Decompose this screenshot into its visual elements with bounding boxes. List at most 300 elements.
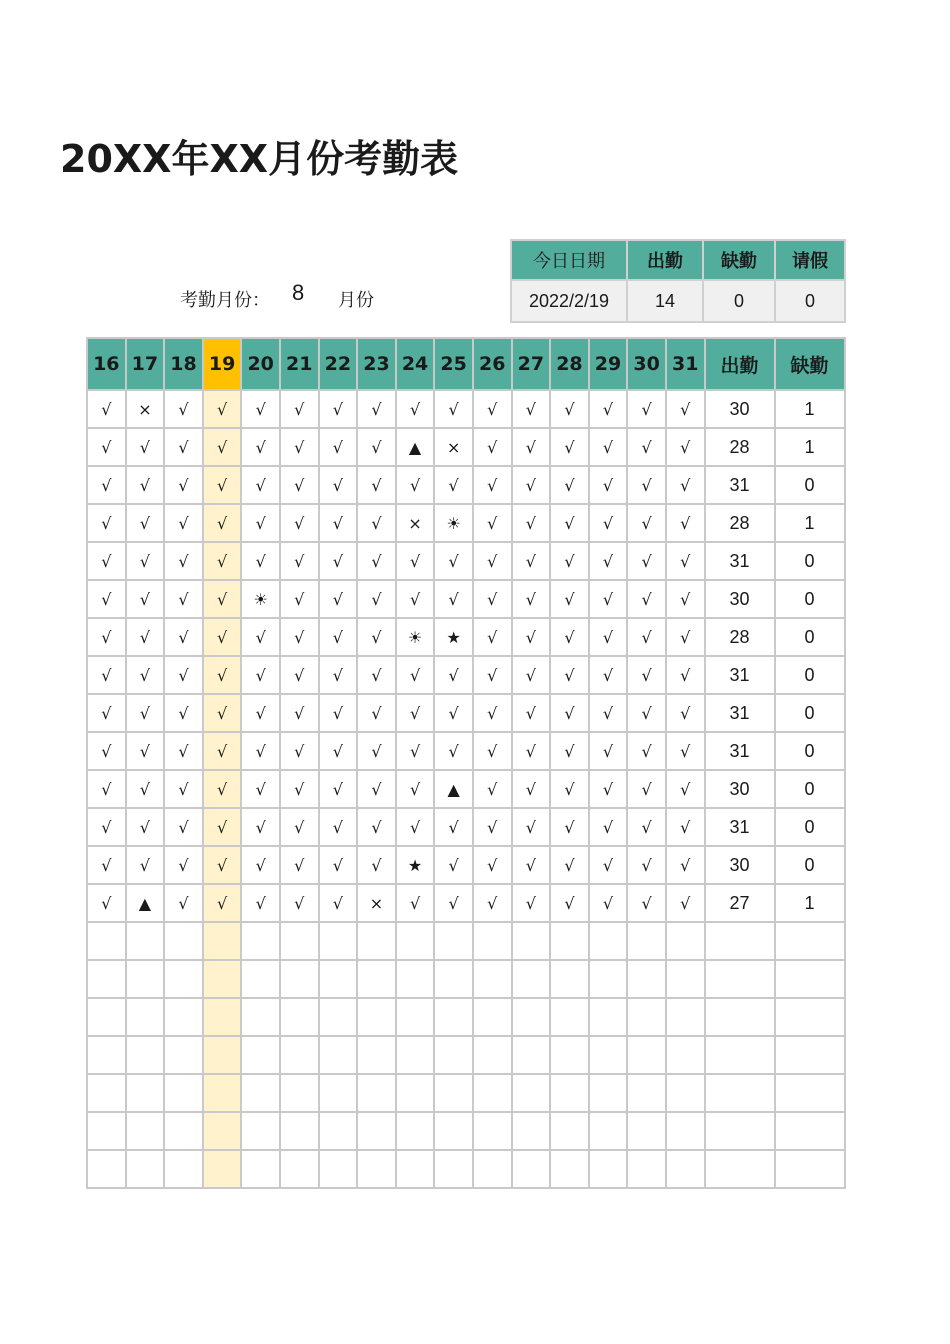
attendance-cell[interactable]: √ (473, 466, 512, 504)
attendance-cell[interactable]: √ (241, 656, 280, 694)
attendance-cell[interactable]: √ (396, 580, 435, 618)
attendance-cell[interactable]: √ (627, 466, 666, 504)
attendance-cell[interactable]: √ (550, 732, 589, 770)
attendance-cell[interactable]: √ (319, 732, 358, 770)
attendance-cell[interactable] (319, 960, 358, 998)
attendance-cell[interactable]: √ (434, 580, 473, 618)
attendance-cell[interactable] (550, 960, 589, 998)
attendance-cell[interactable]: √ (512, 884, 551, 922)
attendance-cell[interactable]: √ (666, 846, 705, 884)
attendance-cell[interactable]: √ (203, 428, 242, 466)
attendance-cell[interactable]: √ (126, 656, 165, 694)
attendance-cell[interactable]: √ (589, 542, 628, 580)
attendance-cell[interactable]: ☀ (241, 580, 280, 618)
attendance-cell[interactable]: √ (203, 808, 242, 846)
attendance-cell[interactable] (434, 922, 473, 960)
attendance-cell[interactable] (589, 1074, 628, 1112)
attendance-cell[interactable] (627, 998, 666, 1036)
attendance-cell[interactable]: √ (126, 732, 165, 770)
attendance-cell[interactable]: √ (512, 390, 551, 428)
attendance-cell[interactable] (164, 960, 203, 998)
attendance-cell[interactable]: √ (319, 390, 358, 428)
attendance-cell[interactable]: √ (434, 542, 473, 580)
attendance-cell[interactable]: √ (473, 542, 512, 580)
attendance-cell[interactable] (589, 922, 628, 960)
attendance-cell[interactable]: √ (434, 846, 473, 884)
attendance-cell[interactable]: √ (357, 504, 396, 542)
attendance-cell[interactable]: √ (627, 428, 666, 466)
attendance-cell[interactable]: √ (319, 884, 358, 922)
attendance-cell[interactable] (473, 1036, 512, 1074)
attendance-cell[interactable]: √ (666, 884, 705, 922)
attendance-cell[interactable] (241, 1112, 280, 1150)
attendance-cell[interactable]: √ (357, 618, 396, 656)
attendance-cell[interactable]: √ (87, 656, 126, 694)
attendance-cell[interactable]: √ (589, 390, 628, 428)
attendance-cell[interactable] (627, 1150, 666, 1188)
attendance-cell[interactable]: √ (512, 504, 551, 542)
attendance-cell[interactable]: √ (280, 428, 319, 466)
attendance-cell[interactable]: √ (589, 770, 628, 808)
attendance-cell[interactable]: √ (280, 884, 319, 922)
attendance-cell[interactable]: √ (396, 808, 435, 846)
attendance-cell[interactable] (396, 1112, 435, 1150)
attendance-cell[interactable]: √ (280, 846, 319, 884)
attendance-cell[interactable] (319, 1036, 358, 1074)
attendance-cell[interactable] (164, 922, 203, 960)
attendance-cell[interactable]: √ (512, 694, 551, 732)
attendance-cell[interactable] (203, 1074, 242, 1112)
attendance-cell[interactable]: √ (87, 428, 126, 466)
attendance-cell[interactable] (434, 998, 473, 1036)
attendance-cell[interactable] (357, 1112, 396, 1150)
attendance-cell[interactable]: √ (87, 618, 126, 656)
attendance-cell[interactable]: √ (87, 808, 126, 846)
attendance-cell[interactable]: √ (396, 770, 435, 808)
attendance-cell[interactable]: √ (627, 504, 666, 542)
attendance-cell[interactable] (203, 1150, 242, 1188)
attendance-cell[interactable]: × (357, 884, 396, 922)
attendance-cell[interactable] (589, 998, 628, 1036)
attendance-cell[interactable]: √ (357, 656, 396, 694)
attendance-cell[interactable] (550, 1074, 589, 1112)
attendance-cell[interactable]: √ (512, 656, 551, 694)
attendance-cell[interactable]: √ (203, 504, 242, 542)
attendance-cell[interactable]: √ (241, 732, 280, 770)
attendance-cell[interactable]: √ (319, 580, 358, 618)
attendance-cell[interactable] (589, 960, 628, 998)
attendance-cell[interactable] (87, 998, 126, 1036)
attendance-cell[interactable]: √ (126, 428, 165, 466)
attendance-cell[interactable]: √ (396, 884, 435, 922)
attendance-cell[interactable]: √ (512, 846, 551, 884)
attendance-cell[interactable]: √ (396, 466, 435, 504)
attendance-cell[interactable]: √ (589, 732, 628, 770)
attendance-cell[interactable]: √ (512, 466, 551, 504)
attendance-cell[interactable]: √ (126, 770, 165, 808)
attendance-cell[interactable]: √ (473, 884, 512, 922)
attendance-cell[interactable]: √ (203, 656, 242, 694)
attendance-cell[interactable] (550, 1112, 589, 1150)
attendance-cell[interactable]: √ (666, 466, 705, 504)
attendance-cell[interactable]: √ (666, 580, 705, 618)
attendance-cell[interactable]: √ (203, 542, 242, 580)
attendance-cell[interactable]: × (434, 428, 473, 466)
attendance-cell[interactable]: √ (280, 694, 319, 732)
attendance-cell[interactable]: √ (280, 504, 319, 542)
attendance-cell[interactable]: √ (627, 884, 666, 922)
attendance-cell[interactable]: √ (589, 808, 628, 846)
attendance-cell[interactable]: √ (473, 656, 512, 694)
attendance-cell[interactable]: √ (164, 884, 203, 922)
attendance-cell[interactable]: √ (87, 580, 126, 618)
attendance-cell[interactable]: √ (357, 580, 396, 618)
attendance-cell[interactable]: √ (203, 694, 242, 732)
attendance-cell[interactable] (126, 1074, 165, 1112)
attendance-cell[interactable]: √ (666, 428, 705, 466)
attendance-cell[interactable]: ▲ (434, 770, 473, 808)
attendance-cell[interactable]: √ (126, 808, 165, 846)
attendance-cell[interactable]: √ (164, 732, 203, 770)
attendance-cell[interactable] (203, 922, 242, 960)
attendance-cell[interactable]: √ (550, 808, 589, 846)
attendance-cell[interactable] (512, 1036, 551, 1074)
attendance-cell[interactable]: √ (203, 884, 242, 922)
attendance-cell[interactable]: √ (589, 846, 628, 884)
attendance-cell[interactable] (396, 922, 435, 960)
attendance-cell[interactable]: √ (473, 846, 512, 884)
attendance-cell[interactable]: √ (666, 390, 705, 428)
attendance-cell[interactable] (319, 1150, 358, 1188)
attendance-cell[interactable] (241, 1036, 280, 1074)
attendance-cell[interactable] (627, 960, 666, 998)
attendance-cell[interactable]: √ (550, 884, 589, 922)
attendance-cell[interactable]: √ (396, 694, 435, 732)
attendance-cell[interactable]: √ (241, 542, 280, 580)
attendance-cell[interactable]: √ (473, 808, 512, 846)
attendance-cell[interactable]: √ (589, 656, 628, 694)
attendance-cell[interactable]: √ (589, 466, 628, 504)
attendance-cell[interactable]: √ (473, 732, 512, 770)
attendance-cell[interactable] (126, 1150, 165, 1188)
attendance-cell[interactable]: √ (319, 466, 358, 504)
attendance-cell[interactable]: √ (203, 580, 242, 618)
attendance-cell[interactable]: √ (319, 656, 358, 694)
attendance-cell[interactable]: √ (126, 694, 165, 732)
attendance-cell[interactable]: √ (280, 770, 319, 808)
attendance-cell[interactable] (396, 1036, 435, 1074)
attendance-cell[interactable]: √ (512, 808, 551, 846)
attendance-cell[interactable] (357, 1036, 396, 1074)
attendance-cell[interactable]: √ (550, 542, 589, 580)
attendance-cell[interactable]: √ (319, 428, 358, 466)
attendance-cell[interactable] (203, 960, 242, 998)
attendance-cell[interactable] (550, 1036, 589, 1074)
attendance-cell[interactable]: √ (241, 428, 280, 466)
attendance-cell[interactable] (627, 1112, 666, 1150)
attendance-cell[interactable]: √ (280, 808, 319, 846)
attendance-cell[interactable]: √ (627, 580, 666, 618)
attendance-cell[interactable] (280, 1074, 319, 1112)
attendance-cell[interactable] (627, 1036, 666, 1074)
attendance-cell[interactable] (512, 960, 551, 998)
attendance-cell[interactable] (550, 998, 589, 1036)
attendance-cell[interactable]: √ (512, 428, 551, 466)
attendance-cell[interactable] (473, 922, 512, 960)
attendance-cell[interactable]: ☀ (434, 504, 473, 542)
attendance-cell[interactable] (126, 960, 165, 998)
attendance-cell[interactable] (396, 1074, 435, 1112)
attendance-cell[interactable]: √ (627, 770, 666, 808)
attendance-cell[interactable] (357, 960, 396, 998)
attendance-cell[interactable] (241, 922, 280, 960)
attendance-cell[interactable]: √ (203, 390, 242, 428)
attendance-cell[interactable] (666, 922, 705, 960)
attendance-cell[interactable] (164, 998, 203, 1036)
attendance-cell[interactable]: √ (627, 618, 666, 656)
attendance-cell[interactable]: ▲ (396, 428, 435, 466)
attendance-cell[interactable]: √ (241, 390, 280, 428)
attendance-cell[interactable] (280, 998, 319, 1036)
attendance-cell[interactable]: √ (164, 428, 203, 466)
attendance-cell[interactable]: √ (280, 390, 319, 428)
attendance-cell[interactable]: √ (203, 770, 242, 808)
attendance-cell[interactable] (280, 1150, 319, 1188)
attendance-cell[interactable] (473, 1112, 512, 1150)
attendance-cell[interactable]: √ (126, 466, 165, 504)
attendance-cell[interactable]: √ (319, 618, 358, 656)
attendance-cell[interactable]: √ (164, 808, 203, 846)
attendance-cell[interactable] (319, 922, 358, 960)
attendance-cell[interactable]: √ (87, 884, 126, 922)
attendance-cell[interactable] (396, 960, 435, 998)
attendance-cell[interactable]: √ (164, 694, 203, 732)
attendance-cell[interactable] (357, 922, 396, 960)
attendance-cell[interactable]: √ (550, 428, 589, 466)
attendance-cell[interactable] (512, 1112, 551, 1150)
attendance-cell[interactable]: √ (473, 428, 512, 466)
attendance-cell[interactable]: √ (627, 732, 666, 770)
attendance-cell[interactable]: √ (627, 694, 666, 732)
attendance-cell[interactable] (589, 1150, 628, 1188)
attendance-cell[interactable]: √ (164, 390, 203, 428)
attendance-cell[interactable] (589, 1036, 628, 1074)
attendance-cell[interactable] (87, 1074, 126, 1112)
attendance-cell[interactable] (241, 1074, 280, 1112)
attendance-cell[interactable]: √ (87, 732, 126, 770)
attendance-cell[interactable]: √ (473, 504, 512, 542)
attendance-cell[interactable]: √ (589, 428, 628, 466)
attendance-cell[interactable]: √ (126, 846, 165, 884)
attendance-cell[interactable] (473, 1074, 512, 1112)
attendance-cell[interactable]: √ (280, 618, 319, 656)
attendance-cell[interactable]: √ (666, 618, 705, 656)
attendance-cell[interactable]: × (126, 390, 165, 428)
attendance-cell[interactable] (666, 998, 705, 1036)
attendance-cell[interactable]: √ (241, 504, 280, 542)
attendance-cell[interactable] (473, 1150, 512, 1188)
attendance-cell[interactable] (512, 998, 551, 1036)
attendance-cell[interactable] (434, 960, 473, 998)
attendance-cell[interactable]: √ (434, 466, 473, 504)
attendance-cell[interactable]: √ (87, 770, 126, 808)
attendance-cell[interactable]: √ (126, 542, 165, 580)
attendance-cell[interactable]: √ (357, 732, 396, 770)
attendance-cell[interactable] (550, 922, 589, 960)
attendance-cell[interactable]: √ (473, 770, 512, 808)
attendance-cell[interactable]: √ (87, 846, 126, 884)
attendance-cell[interactable] (280, 960, 319, 998)
attendance-cell[interactable]: √ (164, 846, 203, 884)
attendance-cell[interactable] (203, 1112, 242, 1150)
attendance-cell[interactable]: √ (434, 884, 473, 922)
attendance-cell[interactable] (319, 1074, 358, 1112)
attendance-cell[interactable]: √ (666, 694, 705, 732)
attendance-cell[interactable] (627, 922, 666, 960)
attendance-cell[interactable]: √ (473, 390, 512, 428)
attendance-cell[interactable] (512, 1150, 551, 1188)
attendance-cell[interactable]: √ (87, 542, 126, 580)
attendance-cell[interactable]: √ (87, 466, 126, 504)
attendance-cell[interactable] (434, 1112, 473, 1150)
attendance-cell[interactable]: √ (126, 504, 165, 542)
attendance-cell[interactable]: √ (280, 580, 319, 618)
attendance-cell[interactable]: √ (280, 656, 319, 694)
attendance-cell[interactable]: √ (164, 770, 203, 808)
attendance-cell[interactable] (87, 1112, 126, 1150)
attendance-cell[interactable]: √ (241, 466, 280, 504)
attendance-cell[interactable] (357, 1074, 396, 1112)
attendance-cell[interactable]: √ (550, 846, 589, 884)
attendance-cell[interactable]: √ (280, 542, 319, 580)
attendance-cell[interactable]: √ (241, 694, 280, 732)
attendance-cell[interactable]: √ (126, 618, 165, 656)
attendance-cell[interactable]: √ (241, 770, 280, 808)
attendance-cell[interactable]: √ (357, 694, 396, 732)
attendance-cell[interactable] (87, 1036, 126, 1074)
attendance-cell[interactable]: √ (280, 466, 319, 504)
attendance-cell[interactable]: √ (589, 694, 628, 732)
attendance-cell[interactable]: ★ (396, 846, 435, 884)
attendance-cell[interactable]: √ (280, 732, 319, 770)
attendance-cell[interactable]: × (396, 504, 435, 542)
attendance-cell[interactable]: √ (589, 580, 628, 618)
attendance-cell[interactable] (87, 1150, 126, 1188)
attendance-cell[interactable] (164, 1036, 203, 1074)
attendance-cell[interactable] (396, 1150, 435, 1188)
attendance-cell[interactable] (87, 960, 126, 998)
attendance-cell[interactable] (512, 1074, 551, 1112)
attendance-cell[interactable]: √ (512, 580, 551, 618)
attendance-cell[interactable] (203, 1036, 242, 1074)
attendance-cell[interactable]: √ (589, 504, 628, 542)
attendance-cell[interactable]: √ (357, 390, 396, 428)
attendance-cell[interactable]: √ (550, 656, 589, 694)
attendance-cell[interactable]: √ (627, 846, 666, 884)
attendance-cell[interactable] (666, 1150, 705, 1188)
attendance-cell[interactable]: √ (164, 618, 203, 656)
attendance-cell[interactable]: √ (473, 694, 512, 732)
attendance-cell[interactable] (473, 960, 512, 998)
attendance-cell[interactable]: ★ (434, 618, 473, 656)
attendance-cell[interactable] (357, 1150, 396, 1188)
attendance-cell[interactable]: √ (203, 618, 242, 656)
attendance-cell[interactable]: √ (87, 390, 126, 428)
attendance-cell[interactable]: √ (473, 580, 512, 618)
attendance-cell[interactable]: √ (666, 808, 705, 846)
attendance-cell[interactable]: √ (203, 466, 242, 504)
attendance-cell[interactable] (280, 1112, 319, 1150)
attendance-cell[interactable] (396, 998, 435, 1036)
attendance-cell[interactable] (627, 1074, 666, 1112)
attendance-cell[interactable] (164, 1150, 203, 1188)
attendance-cell[interactable] (241, 998, 280, 1036)
attendance-cell[interactable]: √ (241, 808, 280, 846)
attendance-cell[interactable]: √ (319, 808, 358, 846)
attendance-cell[interactable] (666, 1036, 705, 1074)
attendance-cell[interactable]: √ (666, 732, 705, 770)
attendance-cell[interactable]: √ (396, 390, 435, 428)
attendance-cell[interactable]: √ (627, 542, 666, 580)
attendance-cell[interactable]: √ (87, 694, 126, 732)
attendance-cell[interactable]: √ (319, 694, 358, 732)
attendance-cell[interactable]: √ (241, 884, 280, 922)
attendance-cell[interactable]: √ (164, 580, 203, 618)
attendance-cell[interactable]: √ (319, 542, 358, 580)
attendance-cell[interactable] (550, 1150, 589, 1188)
attendance-cell[interactable] (241, 960, 280, 998)
attendance-cell[interactable]: √ (357, 846, 396, 884)
attendance-cell[interactable]: √ (357, 542, 396, 580)
attendance-cell[interactable] (280, 922, 319, 960)
attendance-cell[interactable]: √ (589, 884, 628, 922)
attendance-cell[interactable]: √ (627, 390, 666, 428)
attendance-cell[interactable] (280, 1036, 319, 1074)
attendance-cell[interactable] (126, 1036, 165, 1074)
attendance-cell[interactable]: ☀ (396, 618, 435, 656)
attendance-cell[interactable]: √ (164, 542, 203, 580)
attendance-cell[interactable]: √ (550, 580, 589, 618)
attendance-cell[interactable] (512, 922, 551, 960)
attendance-cell[interactable] (319, 1112, 358, 1150)
attendance-cell[interactable]: √ (512, 770, 551, 808)
attendance-cell[interactable]: √ (550, 504, 589, 542)
attendance-cell[interactable] (164, 1112, 203, 1150)
attendance-cell[interactable]: √ (319, 504, 358, 542)
attendance-cell[interactable]: ▲ (126, 884, 165, 922)
attendance-cell[interactable]: √ (357, 428, 396, 466)
attendance-cell[interactable] (357, 998, 396, 1036)
attendance-cell[interactable]: √ (434, 390, 473, 428)
attendance-cell[interactable] (164, 1074, 203, 1112)
attendance-cell[interactable]: √ (550, 466, 589, 504)
attendance-cell[interactable]: √ (512, 618, 551, 656)
attendance-cell[interactable] (434, 1036, 473, 1074)
attendance-cell[interactable] (126, 922, 165, 960)
month-value[interactable]: 8 (292, 280, 305, 305)
attendance-cell[interactable]: √ (512, 732, 551, 770)
attendance-cell[interactable]: √ (434, 656, 473, 694)
attendance-cell[interactable]: √ (627, 808, 666, 846)
attendance-cell[interactable]: √ (550, 390, 589, 428)
attendance-cell[interactable]: √ (396, 656, 435, 694)
attendance-cell[interactable] (319, 998, 358, 1036)
attendance-cell[interactable]: √ (396, 732, 435, 770)
attendance-cell[interactable]: √ (357, 770, 396, 808)
attendance-cell[interactable]: √ (164, 466, 203, 504)
attendance-cell[interactable]: √ (627, 656, 666, 694)
attendance-cell[interactable] (473, 998, 512, 1036)
